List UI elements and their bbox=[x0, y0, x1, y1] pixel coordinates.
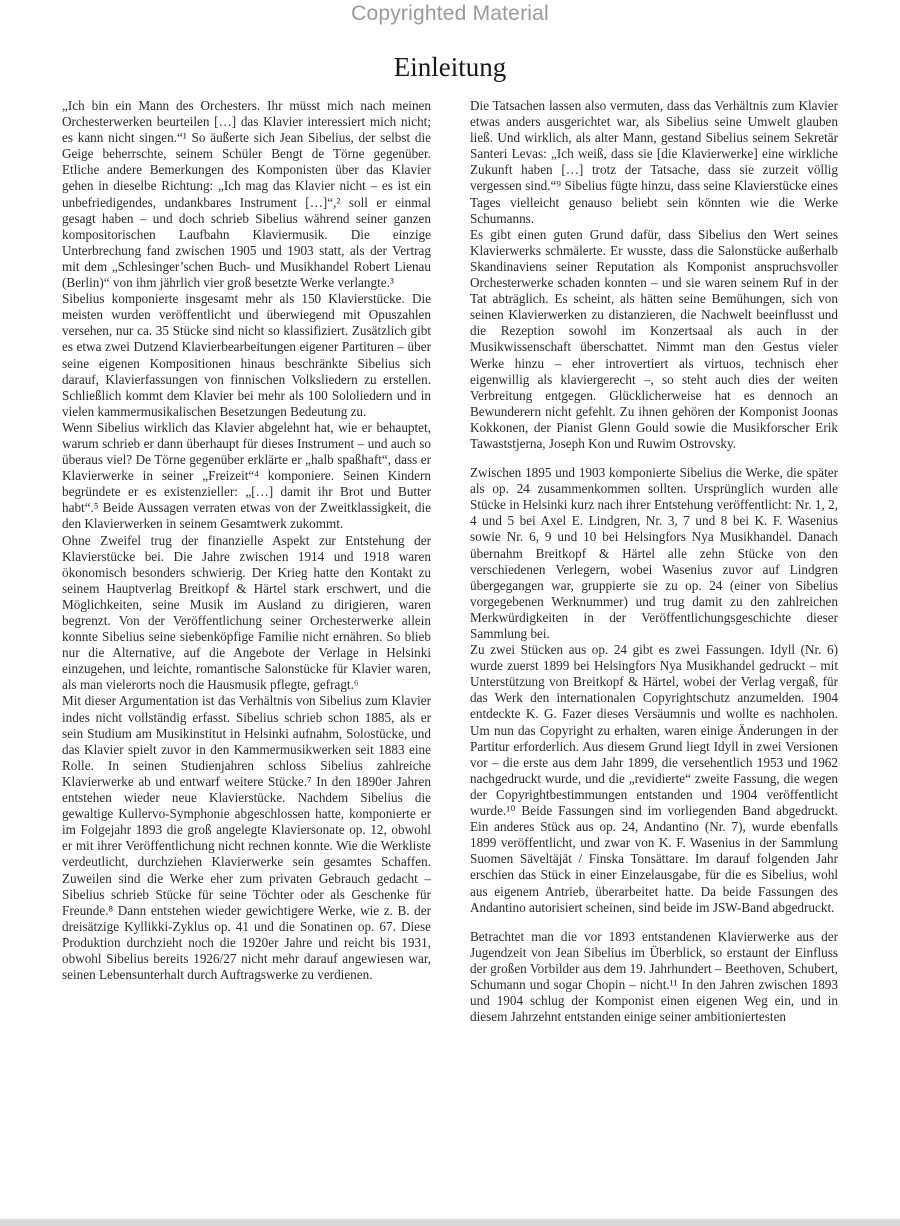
paragraph: Zu zwei Stücken aus op. 24 gibt es zwei Fassungen. Idyll (Nr. 6) wurde zuerst 1899 bei Helsingfors Nya Musikhandel gedruckt – mit Unterstützung von Breitkopf & Härtel, wobei der Verlag vergaß, für das Werk den internationalen Copyrightschutz anzumelden. 1904 entdeckte K. G. Fazer dieses Versäumnis und wollte es nachholen. Um nun das Copyright zu erhalten, waren einige Änderungen in der Partitur erforderlich. Aus diesem Grund liegt Idyll in zwei Versionen vor – die erste aus dem Jahr 1899, die versehentlich 1953 und 1962 nachgedruckt wurde, und die „revidierte“ zweite Fassung, die wegen der Copyrightbestimmungen entstanden und 1904 veröffentlicht wurde.¹⁰ Beide Fassungen sind im vorliegenden Band abgedruckt. Ein anderes Stück aus op. 24, Andantino (Nr. 7), wurde ebenfalls 1899 veröffentlicht, und zwar von K. F. Wasenius in der Sammlung Suomen Säveltäjät / Finska Tonsättare. Im darauf folgenden Jahr erschien das Stück in einer Einzelausgabe, für die es Sibelius, wohl aus eigenem Antrieb, überarbeitet hatte. Da beide Fassungen des Andantino autorisiert scheinen, sind beide im JSW-Band abgedruckt. bbox=[470, 642, 838, 915]
paragraph: Wenn Sibelius wirklich das Klavier abgelehnt hat, wie er behauptet, warum schrieb er dann überhaupt für dieses Instrument – und auch so überaus viel? De Törne gegenüber erklärte er „halb spaßhaft“, dass er Klavierwerke in seiner „Freizeit“⁴ komponiere. Seinen Kindern begründete er es existenzieller: „[…] damit ihr Brot und Butter habt“.⁵ Beide Aussagen verraten etwas von der Zweitklassigkeit, die den Klavierwerken in seinem Gesamtwerk zukommt. bbox=[62, 419, 431, 532]
paragraph: Sibelius komponierte insgesamt mehr als 150 Klavierstücke. Die meisten wurden veröffentlicht und überwiegend mit Opuszahlen versehen, nur ca. 35 Stücke sind nicht so klassifiziert. Zusätzlich gibt es etwa zwei Dutzend Klavierbearbeitungen eigener Partituren – über seine eigenen Kompositionen hinaus beschränkte Sibelius sich darauf, Klavierfassungen von finnischen Volksliedern zu erstellen. Schließlich kommt dem Klavier bei mehr als 100 Sololiedern und in vielen kammermusikalischen Besetzungen Bedeutung zu. bbox=[62, 291, 431, 419]
text-column-left bbox=[62, 98, 431, 983]
paragraph: Betrachtet man die vor 1893 entstandenen Klavierwerke aus der Jugendzeit von Jean Sibelius im Überblick, so erstaunt der Einfluss der großen Vorbilder aus dem 19. Jahrhundert – Beethoven, Schubert, Schumann und sogar Chopin – nicht.¹¹ In den Jahren zwischen 1893 und 1904 schlug der Komponist einen eigenen Weg ein, und in diesem Jahrzehnt entstanden einige seiner ambitioniertesten bbox=[470, 928, 838, 1025]
paragraph: Es gibt einen guten Grund dafür, dass Sibelius den Wert seines Klavierwerks schmälerte. Er wusste, dass die Salonstücke außerhalb Skandinaviens seiner Reputation als Komponist anspruchsvoller Orchesterwerke schaden konnten – und sie waren seinem Ruf in der Tat abträglich. Es scheint, als hätten seine Bemühungen, sich von seinen Klavierwerken zu distanzieren, die Nachwelt beeinflusst und die Rezeption sowohl im Konzertsaal als auch in der Musikwissenschaft überschattet. Nimmt man den Gestus vieler Werke hinzu – eher introvertiert als virtuos, technisch eher eigenwillig als klaviergerecht –, so steht auch dies der weiten Verbreitung entgegen. Glücklicherweise hat es dennoch an Bewunderern nicht gefehlt. Zu ihnen gehören der Komponist Joonas Kokkonen, der Pianist Glenn Gould sowie die Musikforscher Erik Tawaststjerna, Joseph Kon und Ruwim Ostrovsky. bbox=[470, 226, 838, 451]
copyright-watermark: Copyrighted Material bbox=[351, 2, 549, 25]
paragraph: Ohne Zweifel trug der finanzielle Aspekt zur Entstehung der Klavierstücke bei. Die Jahre zwischen 1914 und 1918 waren ökonomisch besonders schwierig. Der Krieg hatte den Kontakt zu seinem Hauptverlag Breitkopf & Härtel stark erschwert, und die Möglichkeiten, seine Musik im Ausland zu dirigieren, waren begrenzt. Von der Veröffentlichung seiner Orchesterwerke allein konnte Sibelius seine siebenköpfige Familie nicht ernähren. So blieb nur die Alternative, auf die Angebote der Verlage in Helsinki einzugehen, und leichte, romantische Salonstücke für Klavier waren, als man vielerorts noch die Hausmusik pflegte, gefragt.⁶ bbox=[62, 532, 431, 693]
text-column-right bbox=[470, 98, 838, 1025]
page-bottom-edge bbox=[0, 1219, 900, 1226]
paragraph: „Ich bin ein Mann des Orchesters. Ihr müsst mich nach meinen Orchesterwerken beurteilen […] das Klavier interessiert mich nicht; es kann nicht singen.“¹ So äußerte sich Jean Sibelius, der selbst die Geige beherrschte, seinem Schüler Bengt de Törne gegenüber. Etliche andere Bemerkungen des Komponisten über das Klavier gehen in dieselbe Richtung: „Ich mag das Klavier nicht – es ist ein unbefriedigendes, undankbares Instrument […]“,² soll er einmal gesagt haben – und doch schrieb Sibelius während seiner ganzen kompositorischen Laufbahn Klaviermusik. Die einzige Unterbrechung fand zwischen 1905 und 1903 statt, als der Vertrag mit dem „Schlesinger’schen Buch- und Musikhandel Robert Lienau (Berlin)“ von ihm jährlich vier groß besetzte Werke verlangte.³ bbox=[62, 98, 431, 291]
paragraph: Die Tatsachen lassen also vermuten, dass das Verhältnis zum Klavier etwas anders ausgerichtet war, als Sibelius seine Umwelt glauben ließ. Und wirklich, als alter Mann, gestand Sibelius seinem Sekretär Santeri Levas: „Ich weiß, dass sie [die Klavierwerke] eine wirkliche Zukunft haben […] trotz der Tatsache, dass sie zurzeit völlig vergessen sind.“⁹ Sibelius fügte hinzu, dass seine Klavierstücke eines Tages vielleicht genauso beliebt sein könnten wie die Werke Schumanns. bbox=[470, 98, 838, 226]
page-title: Einleitung bbox=[393, 52, 507, 82]
paragraph: Zwischen 1895 und 1903 komponierte Sibelius die Werke, die später als op. 24 zusammenkommen sollten. Ursprünglich wurden alle Stücke in Helsinki kurz nach ihrer Entstehung veröffentlicht: Nr. 1, 2, 4 und 5 bei Axel E. Lindgren, Nr. 3, 7 und 8 bei K. F. Wasenius sowie Nr. 6, 9 und 10 bei Helsingfors Nya Musikhandel. Danach übernahm Breitkopf & Härtel alle zehn Stücke von den verschiedenen Verlegern, wobei Wasenius zuvor auf Lindgren übergegangen war, gruppierte sie zu op. 24 (einer von Sibelius vorgegebenen Werknummer) und trug damit zu den zahlreichen Merkwürdigkeiten in der Veröffentlichungsgeschichte dieser Sammlung bei. bbox=[470, 465, 838, 641]
paragraph: Mit dieser Argumentation ist das Verhältnis von Sibelius zum Klavier indes nicht vollständig erfasst. Sibelius schrieb schon 1885, als er sein Studium am Musikinstitut in Helsinki aufnahm, Solostücke, und das Klavier spielt zuvor in den Kammermusikwerken seit 1883 eine Rolle. In seinen Studienjahren schloss Sibelius zahlreiche Klavierwerke ab und entwarf weitere Stücke.⁷ In den 1890er Jahren entstehen wieder neue Klavierstücke. Nachdem Sibelius die gewaltige Kullervo-Symphonie abgeschlossen hatte, komponierte er im Folgejahr 1893 die groß angelegte Klaviersonate op. 12, obwohl er mit ihrer Veröffentlichung nicht rechnen konnte. Wie die Werkliste verdeutlicht, durchziehen Klavierwerke sein gesamtes Schaffen. Zuweilen sind die Werke eher zum privaten Gebrauch gedacht – Sibelius schrieb Stücke für seine Töchter oder als Geschenke für Freunde.⁸ Dann entstehen wieder gewichtigere Werke, wie z. B. der dreisätzige Kyllikki-Zyklus op. 41 und die Sonatinen op. 67. Diese Produktion durchzieht noch die 1920er Jahre und reicht bis 1931, obwohl Sibelius bereits 1926/27 nicht mehr darauf angewiesen war, seinen Lebensunterhalt durch Auftragswerke zu verdienen. bbox=[62, 693, 431, 983]
